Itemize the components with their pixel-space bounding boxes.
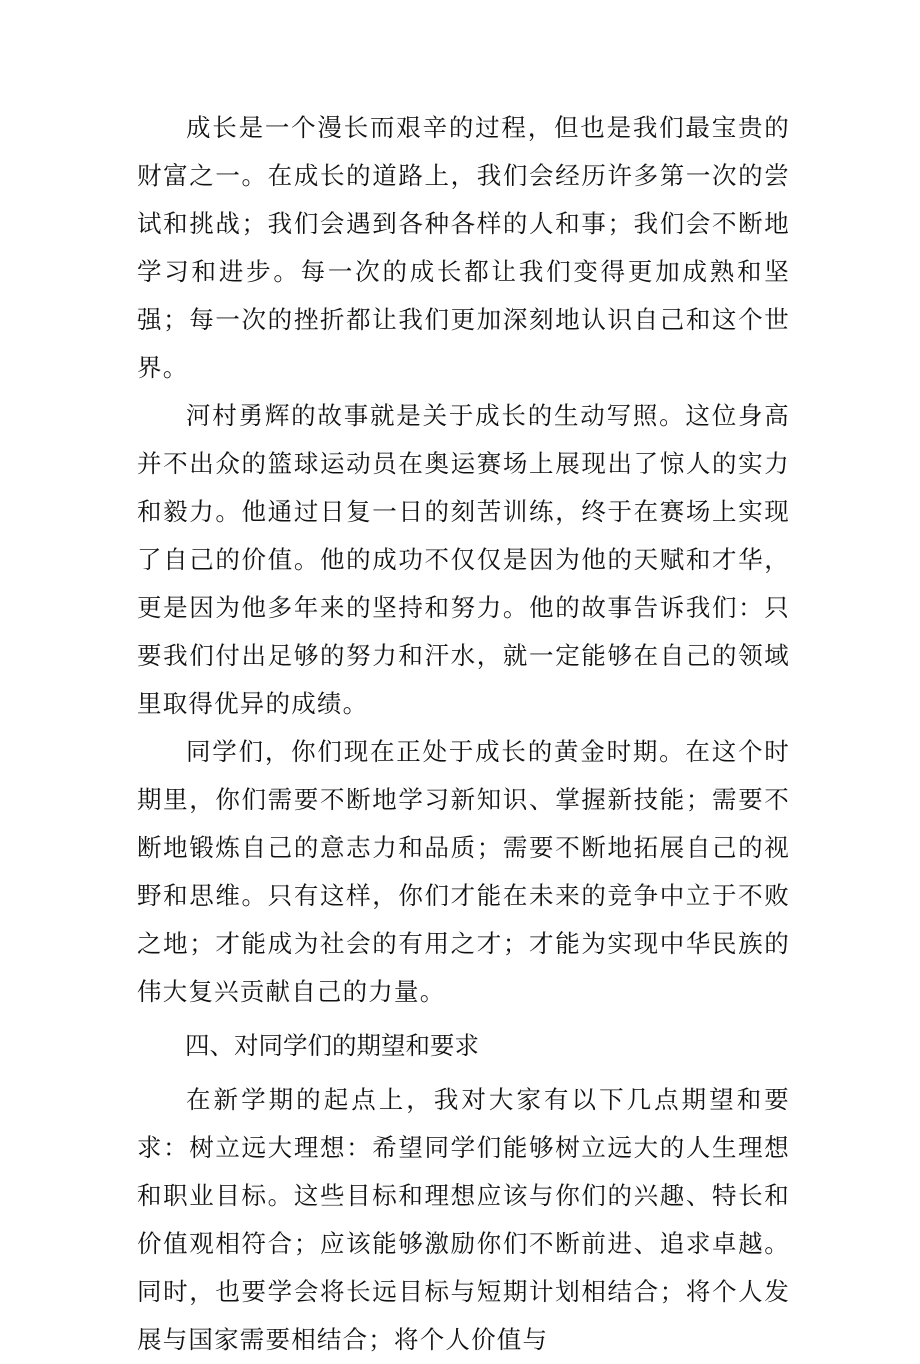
paragraph-growth: 成长是一个漫长而艰辛的过程，但也是我们最宝贵的财富之一。在成长的道路上，我们会经历许多第一次的尝试和挑战；我们会遇到各种各样的人和事；我们会不断地学习和进步。每一次的成长都让我们变得更加成熟和坚强；每一次的挫折都让我们更加深刻地认识自己和这个世界。 bbox=[137, 113, 790, 382]
section-heading: 四、对同学们的期望和要求 bbox=[185, 1031, 479, 1060]
paragraph-expectations: 在新学期的起点上，我对大家有以下几点期望和要求：树立远大理想：希望同学们能够树立远大的人生理想和职业目标。这些目标和理想应该与你们的兴趣、特长和价值观相符合；应该能够激励你们不断前进、追求卓越。同时，也要学会将长远目标与短期计划相结合；将个人发展与国家需要相结合；将个人价值与 bbox=[137, 1085, 790, 1354]
document-body bbox=[137, 104, 790, 1364]
paragraph-golden-period: 同学们，你们现在正处于成长的黄金时期。在这个时期里，你们需要不断地学习新知识、掌握新技能；需要不断地锻炼自己的意志力和品质；需要不断地拓展自己的视野和思维。只有这样，你们才能在未来的竞争中立于不败之地；才能成为社会的有用之才；才能为实现中华民族的伟大复兴贡献自己的力量。 bbox=[137, 737, 790, 1006]
paragraph-kawamura-story: 河村勇辉的故事就是关于成长的生动写照。这位身高并不出众的篮球运动员在奥运赛场上展现出了惊人的实力和毅力。他通过日复一日的刻苦训练，终于在赛场上实现了自己的价值。他的成功不仅仅是因为他的天赋和才华，更是因为他多年来的坚持和努力。他的故事告诉我们：只要我们付出足够的努力和汗水，就一定能够在自己的领域里取得优异的成绩。 bbox=[137, 401, 790, 718]
